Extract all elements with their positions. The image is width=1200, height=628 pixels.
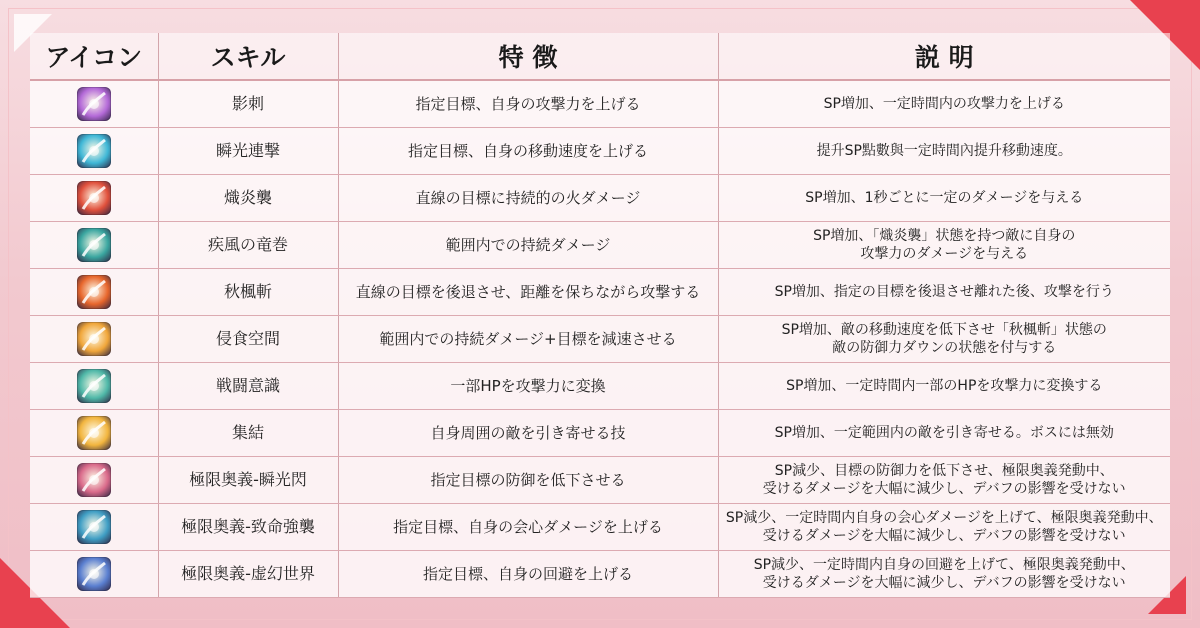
row-description-line-2: 敵の防御力ダウンの状態を付与する — [832, 340, 1057, 356]
row-description-line-1: SP増加、敵の移動速度を低下させ「秋楓斬」状態の — [781, 322, 1107, 338]
row-skill-name: 極限奥義-瞬光閃 — [158, 457, 338, 504]
table-header-row — [30, 33, 1170, 80]
row-description — [718, 128, 1170, 175]
row-description-line-1: SP減少、一定時間内自身の会心ダメージを上げて、極限奥義発動中、 — [725, 510, 1163, 526]
header-feature: 特 徴 — [338, 33, 718, 80]
row-description-line-2: 攻撃力のダメージを与える — [860, 246, 1029, 262]
flash-strike-icon — [77, 134, 111, 168]
row-description — [718, 457, 1170, 504]
row-description — [718, 80, 1170, 128]
table-row — [30, 175, 1170, 222]
ultimate-fatal-icon — [77, 510, 111, 544]
combat-awareness-icon — [77, 369, 111, 403]
row-description-line-1: SP増加、一定時間内一部のHPを攻撃力に変換する — [786, 378, 1103, 394]
row-description-line-1: SP減少、一定時間内自身の回避を上げて、極限奥義発動中、 — [753, 557, 1135, 573]
row-description-line-1: SP増加、「熾炎襲」状態を持つ敵に自身の — [813, 228, 1076, 244]
table-row — [30, 316, 1170, 363]
row-description-line-1: 提升SP點數與一定時間內提升移動速度。 — [816, 143, 1072, 159]
row-icon-cell — [30, 457, 158, 504]
row-skill-name: 極限奥義-致命強襲 — [158, 504, 338, 551]
ultimate-flash-icon — [77, 463, 111, 497]
gale-dragon-icon — [77, 228, 111, 262]
blazing-attack-icon — [77, 181, 111, 215]
row-feature: 指定目標、自身の移動速度を上げる — [338, 128, 718, 175]
table-row — [30, 128, 1170, 175]
row-feature: 範囲内での持続ダメージ+目標を減速させる — [338, 316, 718, 363]
row-icon-cell — [30, 410, 158, 457]
row-icon-cell — [30, 128, 158, 175]
row-skill-name: 極限奥義-虚幻世界 — [158, 551, 338, 598]
table-row — [30, 457, 1170, 504]
row-description-line-1: SP増加、一定時間内の攻撃力を上げる — [823, 96, 1065, 112]
row-icon-cell — [30, 80, 158, 128]
row-feature: 指定目標、自身の会心ダメージを上げる — [338, 504, 718, 551]
header-skill: スキル — [158, 33, 338, 80]
row-skill-name: 秋楓斬 — [158, 269, 338, 316]
row-skill-name: 熾炎襲 — [158, 175, 338, 222]
row-icon-cell — [30, 269, 158, 316]
row-description — [718, 504, 1170, 551]
row-icon-cell — [30, 363, 158, 410]
row-description — [718, 316, 1170, 363]
row-skill-name: 瞬光連撃 — [158, 128, 338, 175]
row-feature: 直線の目標を後退させ、距離を保ちながら攻撃する — [338, 269, 718, 316]
row-description — [718, 222, 1170, 269]
table-row — [30, 410, 1170, 457]
row-feature: 指定目標、自身の攻撃力を上げる — [338, 80, 718, 128]
row-description-line-2: 受けるダメージを大幅に減少し、デバフの影響を受けない — [762, 528, 1126, 544]
row-description-line-2: 受けるダメージを大幅に減少し、デバフの影響を受けない — [762, 481, 1126, 497]
row-feature: 一部HPを攻撃力に変換 — [338, 363, 718, 410]
row-icon-cell — [30, 551, 158, 598]
row-icon-cell — [30, 316, 158, 363]
row-description — [718, 410, 1170, 457]
table-row — [30, 551, 1170, 598]
gather-icon — [77, 416, 111, 450]
row-icon-cell — [30, 222, 158, 269]
row-skill-name: 戦闘意識 — [158, 363, 338, 410]
row-description-line-1: SP増加、1秒ごとに一定のダメージを与える — [805, 190, 1084, 206]
row-description-line-1: SP増加、指定の目標を後退させ離れた後、攻撃を行う — [774, 284, 1114, 300]
table-row — [30, 80, 1170, 128]
row-feature: 自身周囲の敵を引き寄せる技 — [338, 410, 718, 457]
row-description — [718, 551, 1170, 598]
skill-table — [30, 33, 1170, 598]
erosion-space-icon — [77, 322, 111, 356]
row-skill-name: 影刺 — [158, 80, 338, 128]
row-description-line-1: SP増加、一定範囲内の敵を引き寄せる。ボスには無効 — [774, 425, 1114, 441]
row-icon-cell — [30, 504, 158, 551]
row-description — [718, 363, 1170, 410]
row-skill-name: 侵食空間 — [158, 316, 338, 363]
table-row — [30, 222, 1170, 269]
row-description-line-1: SP減少、目標の防御力を低下させ、極限奥義発動中、 — [774, 463, 1114, 479]
row-skill-name: 集結 — [158, 410, 338, 457]
row-description — [718, 175, 1170, 222]
row-feature: 直線の目標に持続的の火ダメージ — [338, 175, 718, 222]
row-description-line-2: 受けるダメージを大幅に減少し、デバフの影響を受けない — [762, 575, 1126, 591]
row-skill-name: 疾風の竜巻 — [158, 222, 338, 269]
shadow-restraint-icon — [77, 87, 111, 121]
ultimate-illusion-icon — [77, 557, 111, 591]
row-description — [718, 269, 1170, 316]
table-row — [30, 504, 1170, 551]
row-icon-cell — [30, 175, 158, 222]
autumn-maple-slash-icon — [77, 275, 111, 309]
row-feature: 範囲内での持続ダメージ — [338, 222, 718, 269]
table-row — [30, 363, 1170, 410]
header-description: 説 明 — [718, 33, 1170, 80]
row-feature: 指定目標、自身の回避を上げる — [338, 551, 718, 598]
header-icon: アイコン — [30, 33, 158, 80]
row-feature: 指定目標の防御を低下させる — [338, 457, 718, 504]
table-row — [30, 269, 1170, 316]
